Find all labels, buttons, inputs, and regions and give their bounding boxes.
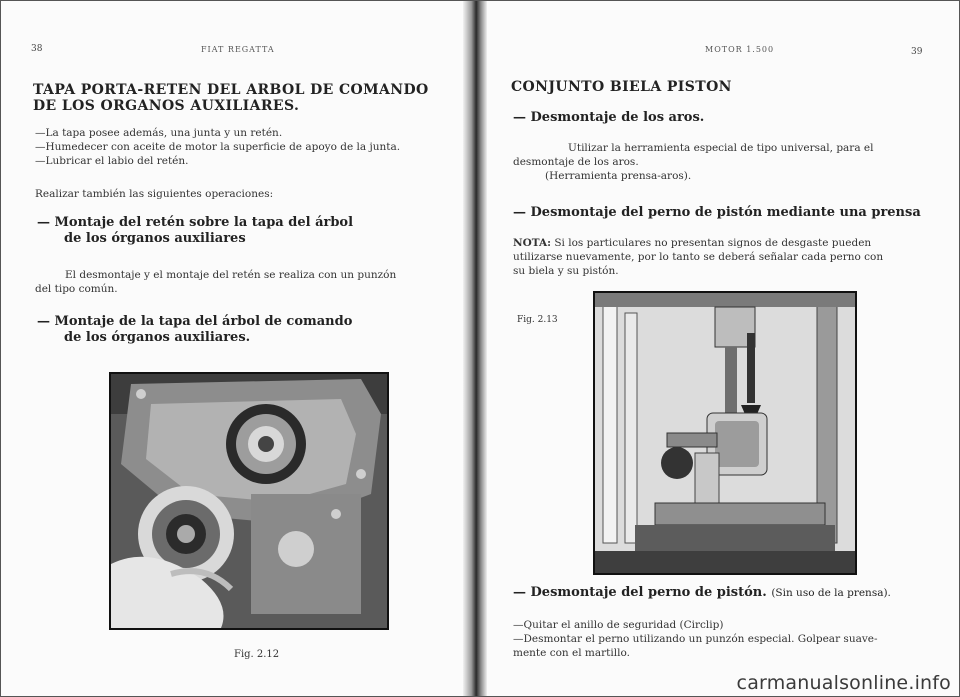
subheading-note: (Sin uso de la prensa). <box>771 587 891 599</box>
subheading-prensa: — Desmontaje del perno de pistón mediante una prensa <box>513 205 921 220</box>
subheading-line: de los órganos auxiliares <box>64 231 246 246</box>
running-title: FIAT REGATTA <box>201 45 275 54</box>
paragraph-line: —Quitar el anillo de seguridad (Circlip) <box>513 619 724 631</box>
subheading-line: — Montaje del retén sobre la tapa del árbol <box>37 215 354 230</box>
bullet-list <box>35 126 400 168</box>
paragraph-line: —Desmontar el perno utilizando un punzón especial. Golpear suave- <box>513 633 878 645</box>
paragraph-line: utilizarse nuevamente, por lo tanto se deberá señalar cada perno con <box>513 251 884 263</box>
final-paragraph <box>513 618 878 660</box>
subheading-aros: — Desmontaje de los aros. <box>513 110 705 125</box>
left-page <box>1 1 471 696</box>
paragraph-line: Si los particulares no presentan signos de desgaste pueden <box>554 237 872 249</box>
aros-paragraph <box>513 141 874 183</box>
reten-paragraph <box>35 268 396 296</box>
bullet-item: —Lubricar el labio del retén. <box>35 155 189 167</box>
subheading-sin-prensa <box>513 585 891 601</box>
subheading-line: de los órganos auxiliares. <box>64 330 251 345</box>
paragraph-line: su biela y su pistón. <box>513 265 619 277</box>
subheading-reten <box>37 215 353 247</box>
page-number: 38 <box>31 44 43 54</box>
paragraph-line: El desmontaje y el montaje del retén se realiza con un punzón <box>65 269 397 281</box>
page-number: 39 <box>911 47 923 57</box>
nota-label: NOTA: <box>513 237 552 249</box>
figure-caption: Fig. 2.12 <box>234 649 280 660</box>
engine-cover-photo <box>109 372 389 630</box>
bullet-item: —La tapa posee además, una junta y un retén. <box>35 127 283 139</box>
section-heading-line: TAPA PORTA-RETEN DEL ARBOL DE COMANDO <box>33 82 429 98</box>
subheading-line: — Montaje de la tapa del árbol de comando <box>37 314 353 329</box>
paragraph-line: mente con el martillo. <box>513 647 630 659</box>
piston-press-photo <box>593 291 857 575</box>
subheading-tapa <box>37 314 352 346</box>
section-heading: CONJUNTO BIELA PISTON <box>511 79 732 95</box>
subheading-text: — Desmontaje del perno de pistón. <box>513 585 767 600</box>
section-heading-line: DE LOS ORGANOS AUXILIARES. <box>33 98 300 114</box>
paragraph-line: del tipo común. <box>35 283 118 295</box>
nota-paragraph <box>513 236 883 278</box>
running-title: MOTOR 1.500 <box>705 45 775 54</box>
paragraph-line: Utilizar la herramienta especial de tipo universal, para el <box>568 142 874 154</box>
watermark-url: carmanualsonline.info <box>736 672 951 694</box>
paragraph-line: desmontaje de los aros. <box>513 156 639 168</box>
bullet-item: —Humedecer con aceite de motor la superficie de apoyo de la junta. <box>35 141 401 153</box>
intro-text: Realizar también las siguientes operaciones: <box>35 188 274 200</box>
figure-label: Fig. 2.13 <box>517 315 558 325</box>
right-page <box>477 1 959 696</box>
section-heading <box>33 82 429 114</box>
paragraph-line: (Herramienta prensa-aros). <box>545 170 692 182</box>
